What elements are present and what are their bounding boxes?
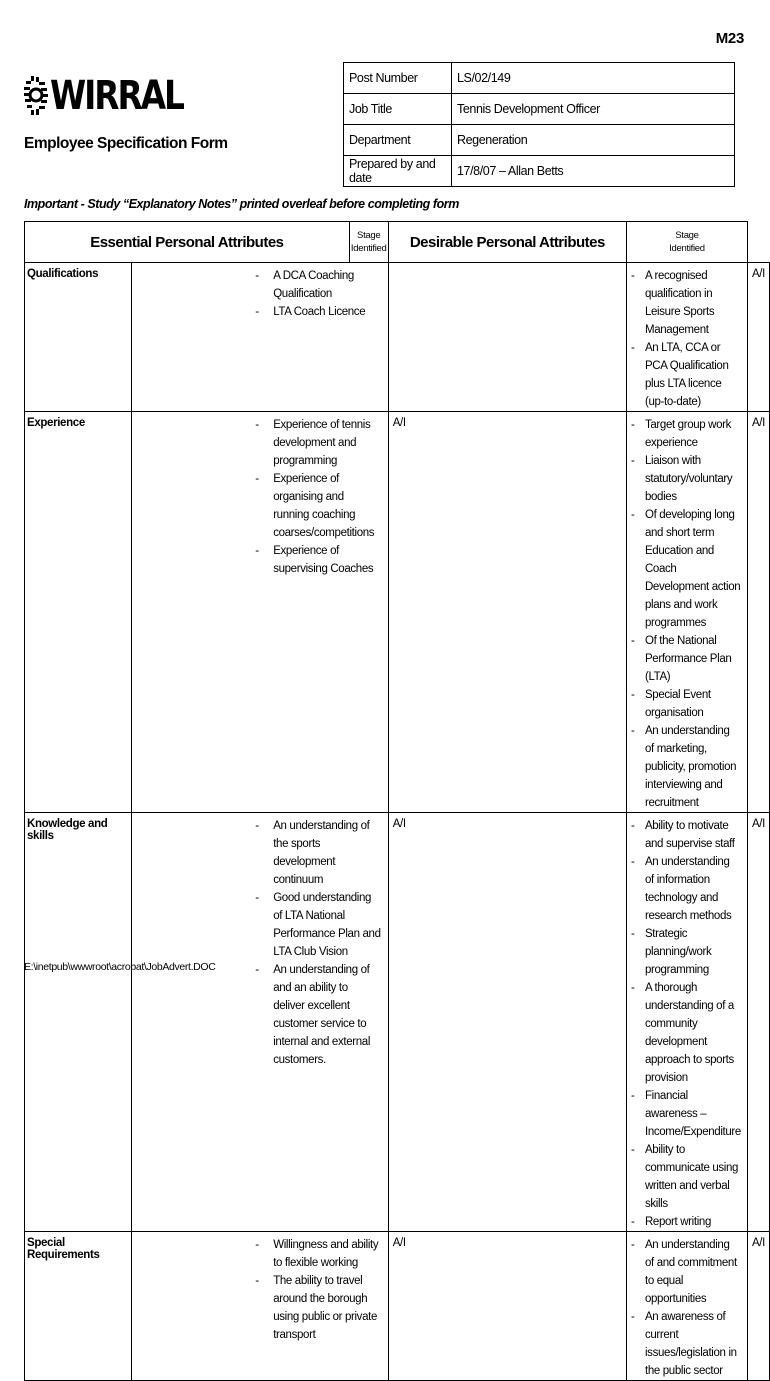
list-item: - Of the National Performance Plan (LTA) [627, 632, 741, 686]
list-item: - Experience of supervising Coaches [132, 542, 382, 578]
essential-header: Essential Personal Attributes [25, 222, 350, 263]
info-row [344, 94, 735, 125]
essential-stage-cell: A/I [388, 412, 626, 813]
info-label: Department [344, 125, 452, 156]
info-value: LS/02/149 [452, 63, 735, 94]
essential-cell [132, 1232, 389, 1381]
info-value: Tennis Development Officer [452, 94, 735, 125]
desirable-cell [626, 813, 747, 1232]
form-title: Employee Specification Form [24, 135, 228, 152]
stage-label: Stage [675, 230, 699, 241]
essential-cell [132, 412, 389, 813]
list-item: - Ability to communicate using written and verbal skills [627, 1141, 741, 1213]
list-item: - Willingness and ability to flexible working [132, 1236, 382, 1272]
list-item: - LTA Coach Licence [132, 303, 382, 321]
list-item: - An understanding of information technology and research methods [627, 853, 741, 925]
list-item: - Ability to motivate and supervise staff [627, 817, 741, 853]
wirral-logo [24, 72, 212, 120]
file-path-footer: E:\inetpub\wwwroot\acrobat\JobAdvert.DOC [24, 961, 216, 973]
desirable-list [627, 817, 741, 1231]
stage-label: Stage [357, 230, 381, 241]
desirable-list [627, 267, 741, 411]
list-item: - Report writing [627, 1213, 741, 1231]
essential-list [132, 817, 382, 1069]
important-note: Important - Study “Explanatory Notes” printed overleaf before completing form [24, 197, 459, 211]
list-item: - An understanding of marketing, publicity, promotion interviewing and recruitment [627, 722, 741, 812]
desirable-cell [626, 1232, 747, 1381]
post-info-table [343, 62, 735, 187]
info-row [344, 125, 735, 156]
info-value: 17/8/07 – Allan Betts [452, 156, 735, 187]
table-row [25, 263, 770, 412]
list-item: - Good understanding of LTA National Performance Plan and LTA Club Vision [132, 889, 382, 961]
essential-cell [132, 813, 389, 1232]
list-item: - Special Event organisation [627, 686, 741, 722]
desirable-stage-header [626, 222, 747, 263]
desirable-cell [626, 412, 747, 813]
category-cell: Qualifications [25, 263, 132, 412]
essential-list [132, 1236, 382, 1344]
wirral-emblem-icon [24, 76, 48, 116]
essential-list [132, 416, 382, 578]
table-row [25, 412, 770, 813]
desirable-stage-cell: A/I [747, 412, 769, 813]
info-row [344, 156, 735, 187]
list-item: - Strategic planning/work programming [627, 925, 741, 979]
desirable-list [627, 416, 741, 812]
list-item: - The ability to travel around the borough using public or private transport [132, 1272, 382, 1344]
info-label: Prepared by and date [344, 156, 452, 187]
list-item: - Of developing long and short term Education and Coach Development action plans and work programmes [627, 506, 741, 632]
essential-stage-header [349, 222, 388, 263]
identified-label: Identified [350, 243, 387, 254]
category-cell: Experience [25, 412, 132, 813]
table-row [25, 1232, 770, 1381]
list-item: - An understanding of and commitment to equal opportunities [627, 1236, 741, 1308]
desirable-stage-cell: A/I [747, 1232, 769, 1381]
essential-stage-cell [388, 263, 626, 412]
info-label: Post Number [344, 63, 452, 94]
desirable-header: Desirable Personal Attributes [388, 222, 626, 263]
list-item: - Experience of organising and running coaching coarses/competitions [132, 470, 382, 542]
essential-stage-cell: A/I [388, 1232, 626, 1381]
desirable-stage-cell: A/I [747, 263, 769, 412]
document-code: M23 [715, 30, 744, 47]
list-item: - A thorough understanding of a community development approach to sports provision [627, 979, 741, 1087]
info-label: Job Title [344, 94, 452, 125]
essential-cell [132, 263, 389, 412]
list-item: - A recognised qualification in Leisure Sports Management [627, 267, 741, 339]
list-item: - Target group work experience [627, 416, 741, 452]
list-item: - A DCA Coaching Qualification [132, 267, 382, 303]
list-item: - An understanding of and an ability to deliver excellent customer service to internal and external customers. [132, 961, 382, 1069]
desirable-cell [626, 263, 747, 412]
essential-stage-cell: A/I [388, 813, 626, 1232]
table-header-row [25, 222, 770, 263]
logo-text: WIRRAL [50, 73, 183, 119]
table-row [25, 813, 770, 1232]
list-item: - Liaison with statutory/voluntary bodies [627, 452, 741, 506]
info-row [344, 63, 735, 94]
desirable-stage-cell: A/I [747, 813, 769, 1232]
list-item: - An LTA, CCA or PCA Qualification plus LTA licence (up-to-date) [627, 339, 741, 411]
category-cell: Special Requirements [25, 1232, 132, 1381]
list-item: - Experience of tennis development and programming [132, 416, 382, 470]
info-value: Regeneration [452, 125, 735, 156]
desirable-list [627, 1236, 741, 1380]
list-item: - An understanding of the sports development continuum [132, 817, 382, 889]
attributes-table [24, 221, 770, 1381]
list-item: - Financial awareness – Income/Expenditure [627, 1087, 741, 1141]
category-cell: Knowledge and skills [25, 813, 132, 1232]
essential-list [132, 267, 382, 321]
list-item: - An awareness of current issues/legislation in the public sector [627, 1308, 741, 1380]
identified-label: Identified [669, 243, 705, 254]
